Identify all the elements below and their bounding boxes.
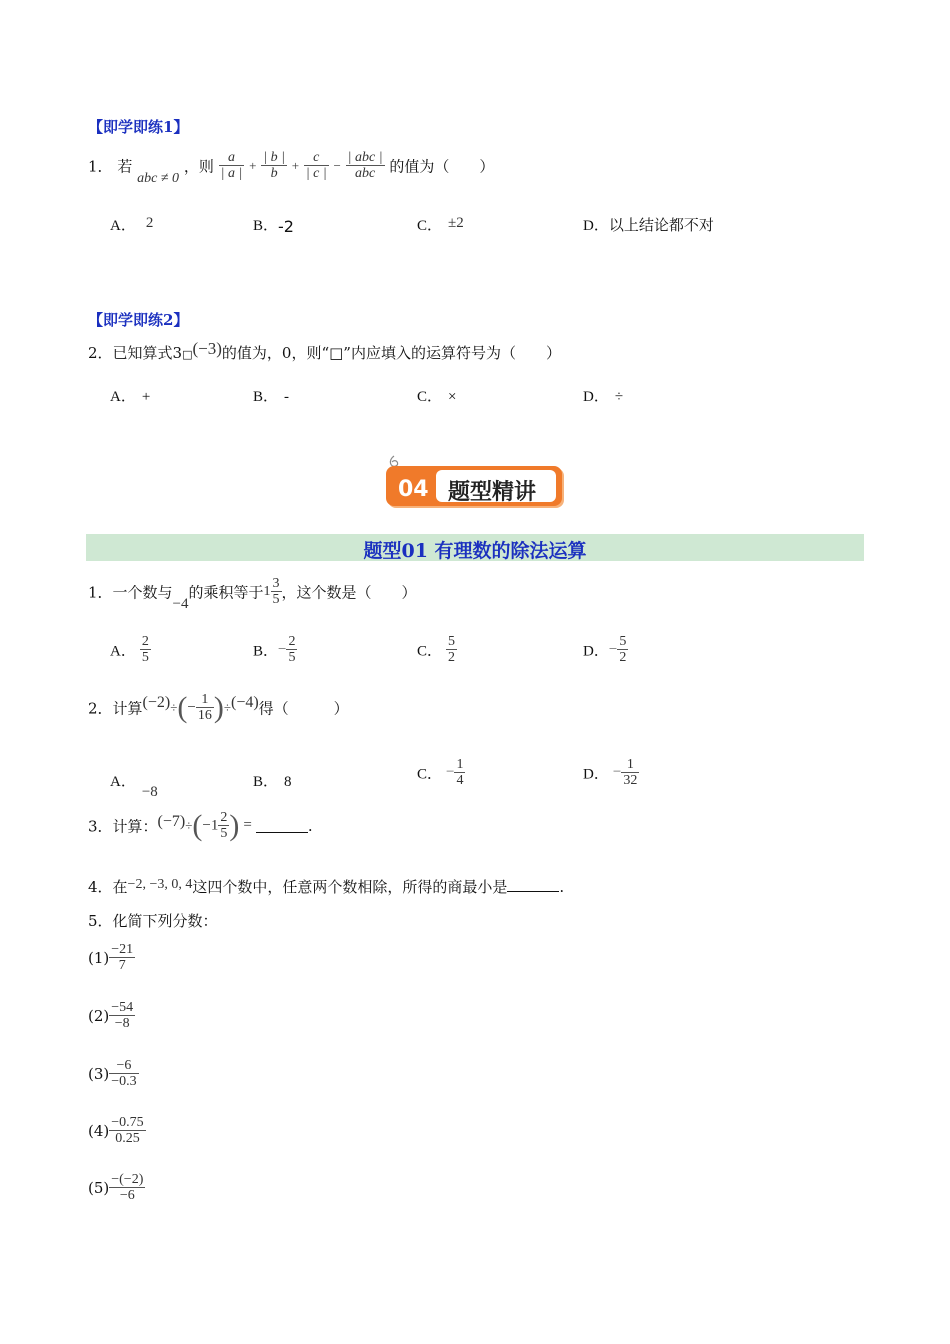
practice1-header: 【即学即练1】 xyxy=(88,118,189,136)
section-banner xyxy=(386,464,568,512)
q4-question: 4．在−2, −3, 0, 4这四个数中，任意两个数相除，所得的商最小是 . xyxy=(88,877,565,896)
mixed-whole: 1 xyxy=(263,583,271,599)
banner-number: 04 xyxy=(398,477,429,502)
p2-option-a[interactable]: A． + xyxy=(110,389,151,405)
q1-option-d[interactable]: D．− $\frac{5}{2}$ xyxy=(583,634,627,666)
p1-option-b[interactable]: B．-2 xyxy=(253,217,294,236)
answer-blank[interactable] xyxy=(256,818,308,833)
q-tail: 的值为（ ） xyxy=(389,157,495,176)
q2-option-d[interactable]: D． − $\frac{1}{32}$ xyxy=(583,757,638,789)
q2-option-a[interactable]: A．−8 xyxy=(110,774,158,800)
fraction-term-1: $\frac{a}{| a |}$ xyxy=(220,150,243,182)
paren-expression: (−3) xyxy=(192,339,222,358)
q5-item-1: (1) $\frac{-21}{7}$ xyxy=(88,942,134,974)
q2-text: 2．已知算式3 xyxy=(88,344,183,362)
q-number: 1． xyxy=(88,157,113,176)
q5-item-5: (5) $\frac{-(-2)}{-6}$ xyxy=(88,1172,144,1204)
p2-option-b[interactable]: B． - xyxy=(253,389,290,405)
topic-title: 题型01 有理数的除法运算 xyxy=(363,540,587,562)
q1-option-a[interactable]: A． $\frac{2}{5}$ xyxy=(110,634,149,666)
fraction-term-3: $\frac{c}{| c |}$ xyxy=(305,150,327,182)
q1-option-c[interactable]: C． $\frac{5}{2}$ xyxy=(417,634,456,666)
plus-sign: + xyxy=(291,157,300,173)
q5-item-2: (2) $\frac{-54}{-8}$ xyxy=(88,1000,134,1032)
operator-box: □ xyxy=(182,348,193,361)
q2-option-b[interactable]: B． 8 xyxy=(253,774,292,790)
minus-sign: − xyxy=(333,157,341,173)
practice2-question xyxy=(88,339,561,363)
q5-item-4: (4) $\frac{-0.75}{0.25}$ xyxy=(88,1115,144,1147)
p2-option-d[interactable]: D． ÷ xyxy=(583,389,624,405)
condition: abc ≠ 0 xyxy=(137,170,180,186)
mixed-fraction: $\frac{3}{5}$ xyxy=(272,576,280,608)
q1-option-b[interactable]: B．− $\frac{2}{5}$ xyxy=(253,634,296,666)
q-if: 若 xyxy=(117,157,133,176)
q2-option-c[interactable]: C． − $\frac{1}{4}$ xyxy=(417,757,464,789)
fraction-term-4: $\frac{\text{| abc |}}{\text{abc}}$ xyxy=(347,150,383,182)
q2-text-end: 的值为，0，则“□”内应填入的运算符号为（ ） xyxy=(221,344,561,362)
p1-option-c[interactable]: C． ±2 xyxy=(417,215,464,234)
neg-four: −4 xyxy=(172,595,189,612)
q5-question: 5．化简下列分数： xyxy=(88,912,218,930)
p2-option-c[interactable]: C． × xyxy=(417,389,457,405)
practice2-header: 【即学即练2】 xyxy=(88,311,189,329)
plus-sign: + xyxy=(249,157,257,173)
practice1-question xyxy=(88,150,494,194)
q5-item-3: (3) $\frac{-6}{-0.3}$ xyxy=(88,1058,137,1090)
p1-option-a[interactable]: A． 2 xyxy=(110,215,154,234)
p1-option-d[interactable]: D．以上结论都不对 xyxy=(583,218,714,234)
answer-blank[interactable] xyxy=(507,877,559,892)
q2-question: 2．计算(−2)÷(− $\frac{1}{16}$ )÷(−4)得（ ） xyxy=(88,690,349,724)
q3-question: 3．计算：(−7)÷(−1 $\frac{2}{5}$ ) = . xyxy=(88,808,313,842)
q-then: ，则 xyxy=(183,157,214,176)
banner-title: 题型精讲 xyxy=(448,480,537,505)
q1-question: 1．一个数与−4的乘积等于1 $\frac{3}{5}$ ，这个数是（ ） xyxy=(88,576,417,612)
fraction-term-2: $\frac{| b |}{b}$ xyxy=(263,150,285,182)
